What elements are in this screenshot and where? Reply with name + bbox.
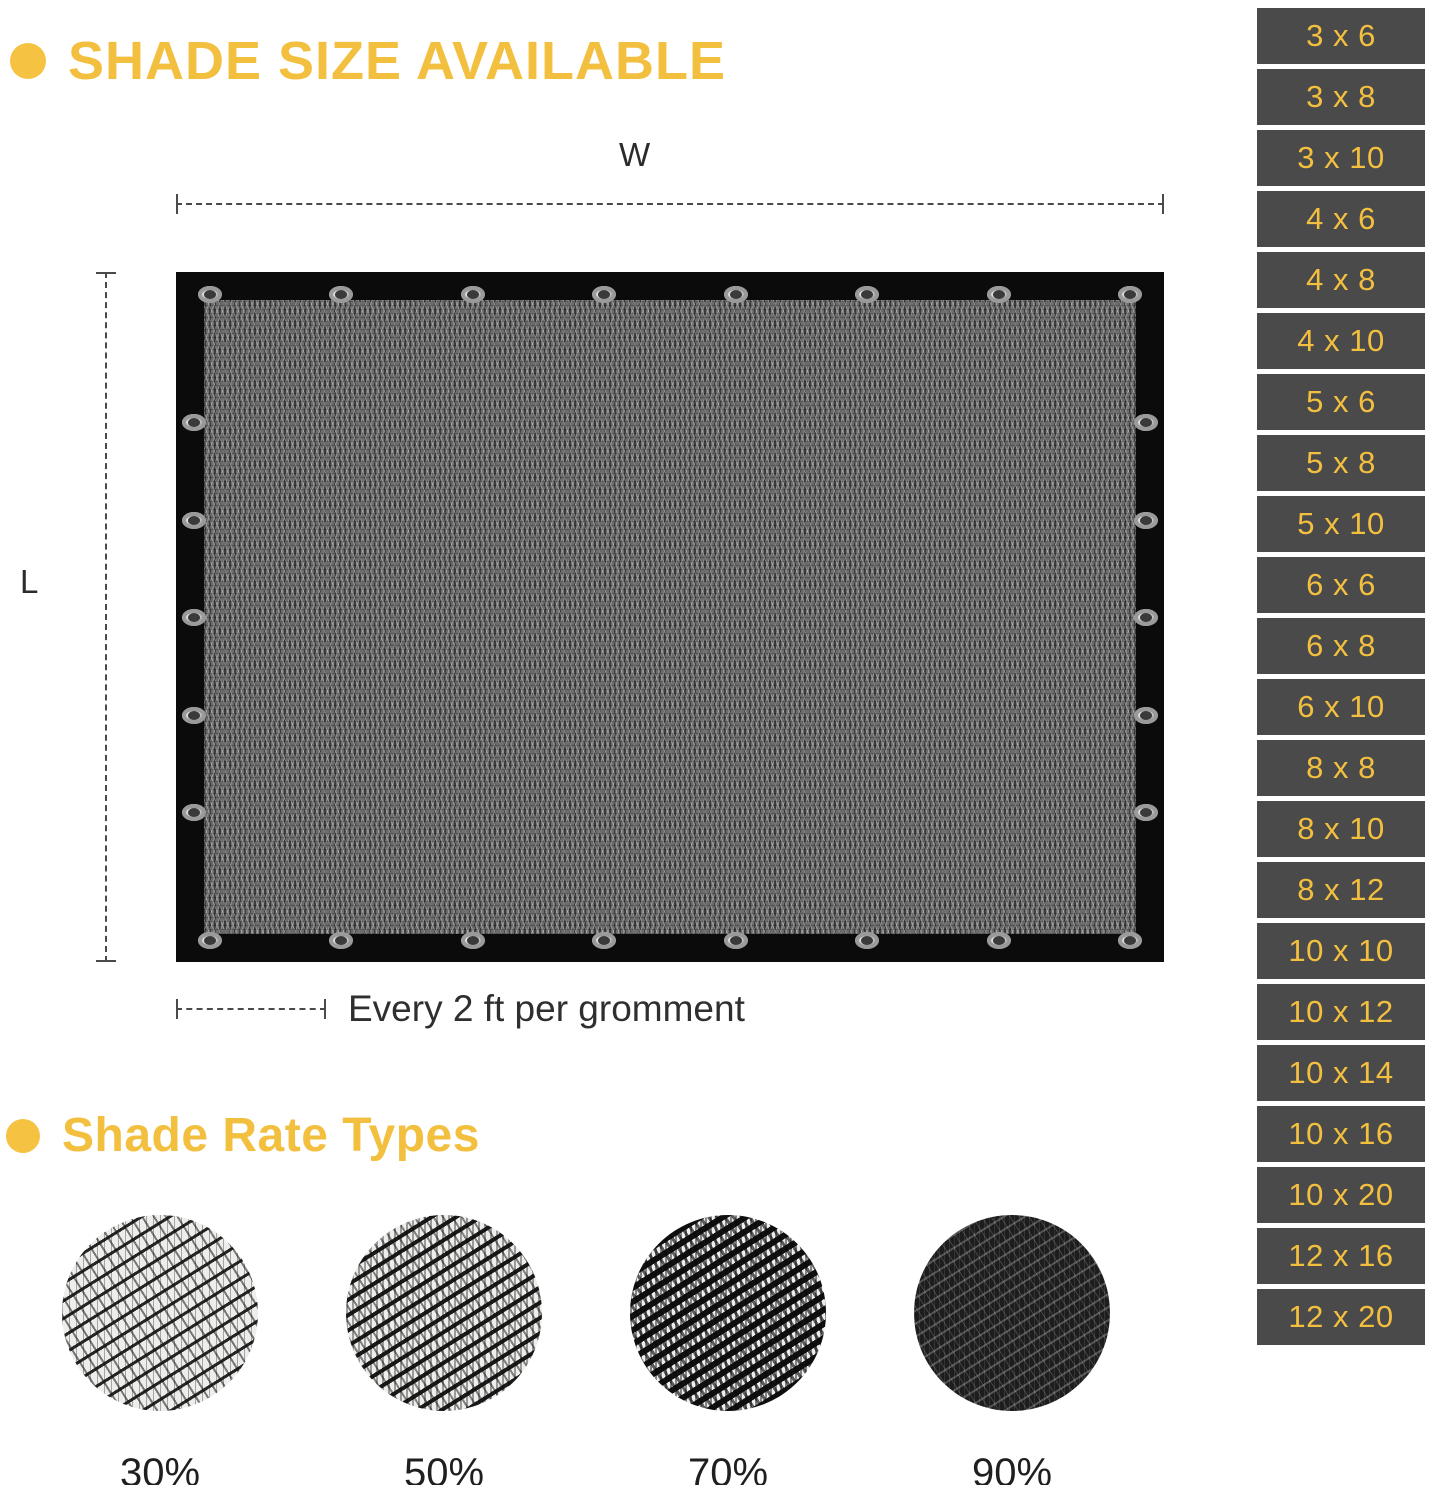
size-chip: 12 x 20 <box>1257 1289 1425 1345</box>
dimension-dash <box>105 272 107 962</box>
size-chip: 10 x 12 <box>1257 984 1425 1040</box>
size-chip: 10 x 14 <box>1257 1045 1425 1101</box>
size-chip: 3 x 10 <box>1257 130 1425 186</box>
grommet-bottom <box>461 932 485 949</box>
dimension-dash <box>176 203 1164 205</box>
shade-rate-item <box>344 1215 544 1485</box>
grommet-bottom <box>592 932 616 949</box>
grommet-left <box>182 707 206 724</box>
size-chip: 6 x 10 <box>1257 679 1425 735</box>
grommet-top <box>198 286 222 303</box>
grommet-bottom <box>1118 932 1142 949</box>
shade-rate-swatch-30 <box>62 1215 258 1411</box>
length-label: L <box>20 563 39 600</box>
bullet-icon <box>6 1119 40 1153</box>
grommet-top <box>1118 286 1142 303</box>
shade-rate-label: 70% <box>687 1451 769 1485</box>
grommet-spacing-note <box>176 988 745 1030</box>
grommet-bottom <box>987 932 1011 949</box>
size-chip: 10 x 16 <box>1257 1106 1425 1162</box>
length-dimension-line <box>96 272 116 962</box>
size-chip: 3 x 8 <box>1257 69 1425 125</box>
shade-cloth-diagram <box>0 120 1240 1080</box>
shade-rate-list <box>60 1215 1200 1485</box>
dimension-dash <box>176 1008 326 1010</box>
size-chip: 10 x 10 <box>1257 923 1425 979</box>
shade-rate-swatch-50 <box>346 1215 542 1411</box>
size-chip: 3 x 6 <box>1257 8 1425 64</box>
size-chip: 8 x 8 <box>1257 740 1425 796</box>
shade-rate-label: 30% <box>119 1451 201 1485</box>
grommet-left <box>182 609 206 626</box>
shade-rate-swatch-70 <box>630 1215 826 1411</box>
shade-rate-item <box>628 1215 828 1485</box>
size-chip: 8 x 10 <box>1257 801 1425 857</box>
shade-rate-item <box>912 1215 1112 1485</box>
grommet-spacing-text: Every 2 ft per gromment <box>348 988 745 1029</box>
size-list <box>1257 8 1425 1345</box>
grommet-right <box>1134 609 1158 626</box>
grommet-spacing-dimension <box>176 999 326 1019</box>
grommet-left <box>182 414 206 431</box>
shade-rate-label: 90% <box>971 1451 1053 1485</box>
grommet-bottom <box>198 932 222 949</box>
size-chip: 8 x 12 <box>1257 862 1425 918</box>
grommet-left <box>182 512 206 529</box>
size-chip: 5 x 10 <box>1257 496 1425 552</box>
grommet-left <box>182 804 206 821</box>
shade-rate-title <box>6 1108 480 1163</box>
size-chip: 6 x 8 <box>1257 618 1425 674</box>
shade-rate-title-text: Shade Rate Types <box>62 1109 480 1162</box>
dimension-cap-bottom <box>96 960 116 962</box>
size-chip: 4 x 10 <box>1257 313 1425 369</box>
size-chip: 4 x 6 <box>1257 191 1425 247</box>
grommet-bottom <box>855 932 879 949</box>
grommet-bottom <box>329 932 353 949</box>
grommet-right <box>1134 804 1158 821</box>
size-chip: 5 x 8 <box>1257 435 1425 491</box>
shade-rate-item <box>60 1215 260 1485</box>
grommet-right <box>1134 512 1158 529</box>
grommet-right <box>1134 707 1158 724</box>
grommet-top <box>987 286 1011 303</box>
mesh-fabric <box>204 300 1136 934</box>
size-chip: 4 x 8 <box>1257 252 1425 308</box>
grommet-top <box>855 286 879 303</box>
size-chip: 10 x 20 <box>1257 1167 1425 1223</box>
page-title <box>10 30 726 92</box>
dimension-cap-right <box>1162 194 1164 214</box>
grommet-bottom <box>724 932 748 949</box>
dimension-cap-right <box>324 999 326 1019</box>
width-label: W <box>619 136 651 173</box>
size-chip: 6 x 6 <box>1257 557 1425 613</box>
grommet-right <box>1134 414 1158 431</box>
shade-cloth-panel <box>176 272 1164 962</box>
page-title-text: SHADE SIZE AVAILABLE <box>68 31 727 91</box>
bullet-icon <box>10 43 46 79</box>
shade-rate-label: 50% <box>403 1451 485 1485</box>
grommet-top <box>461 286 485 303</box>
grommet-top <box>724 286 748 303</box>
size-chip: 5 x 6 <box>1257 374 1425 430</box>
width-dimension-line <box>176 194 1164 214</box>
shade-rate-swatch-90 <box>914 1215 1110 1411</box>
size-chip: 12 x 16 <box>1257 1228 1425 1284</box>
